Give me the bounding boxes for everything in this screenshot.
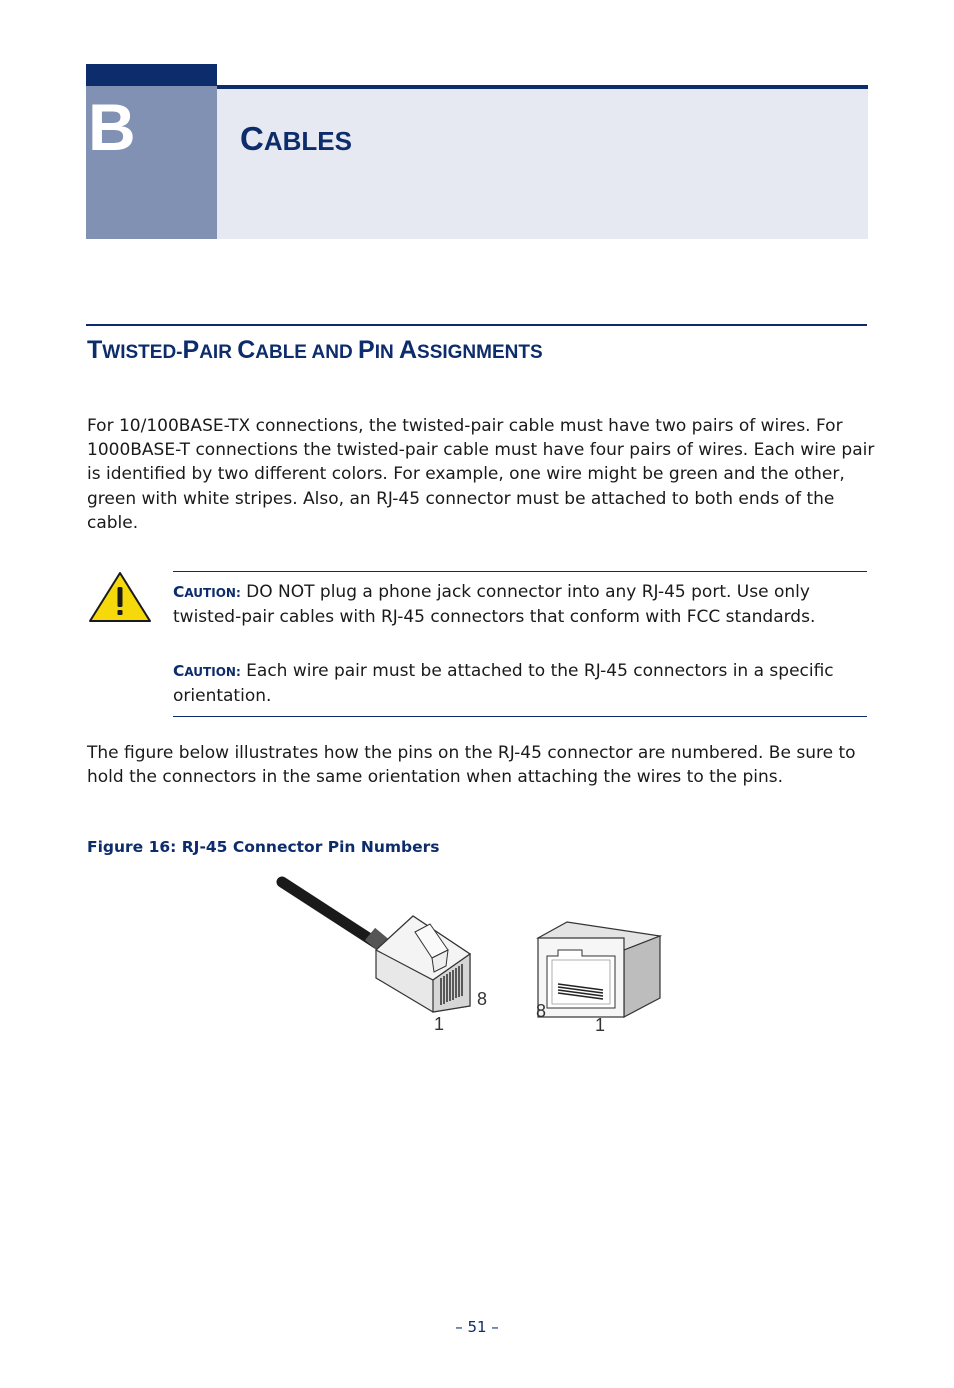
section-title-initial: C	[237, 336, 256, 364]
plug-pin-label-8: 8	[477, 989, 488, 1009]
caution-label	[173, 583, 241, 601]
chapter-title-initial: C	[240, 120, 264, 157]
caution-text: DO NOT plug a phone jack connector into any RJ-45 port. Use only twisted-pair cables with RJ-45 connectors that conform with FCC standards.	[173, 582, 816, 628]
figure-paragraph: The figure below illustrates how the pins on the RJ-45 connector are numbered. Be sure to hold the connectors in the same orientation when attaching the wires to the pins.	[87, 743, 856, 788]
section-title-initial: A	[398, 336, 418, 364]
jack-pin-label-1: 1	[595, 1015, 606, 1035]
jack-pin-label-8: 8	[536, 1001, 547, 1021]
section-title-rest: SSIGNMENTS	[417, 342, 543, 363]
caution-label	[173, 662, 241, 680]
rj45-plug-icon	[376, 916, 470, 1012]
chapter-title	[240, 122, 352, 155]
caution-label-rest: AUTION:	[184, 665, 241, 679]
chapter-title-rest: ABLES	[263, 126, 352, 156]
page-number: – 51 –	[455, 1318, 499, 1336]
warning-triangle-icon	[86, 570, 154, 624]
figure-caption: Figure 16: RJ-45 Connector Pin Numbers	[87, 838, 440, 856]
caution-label-initial: C	[173, 583, 185, 601]
section-title-rest: ABLE AND	[255, 342, 358, 363]
chapter-tab-cap	[86, 64, 217, 86]
caution-note	[173, 659, 873, 708]
caution-label-rest: AUTION:	[184, 586, 241, 600]
caution-top-rule	[173, 571, 867, 572]
chapter-title-panel	[217, 89, 868, 239]
caution-bottom-rule	[173, 716, 867, 717]
rj45-connector-figure	[270, 870, 670, 1040]
caution-note	[173, 580, 873, 629]
plug-pin-label-1: 1	[434, 1014, 445, 1034]
intro-paragraph: For 10/100BASE-TX connections, the twisted-pair cable must have two pairs of wires. For 1000BASE-T connections the twisted-pair cable must have four pairs of wires. Each wire pair is identified by two different colors. For example, one wire might be green and the other, green with white stripes. Also, an RJ-45 connector must be attached to both ends of the cable.	[87, 416, 875, 533]
rj45-jack-icon	[538, 922, 660, 1017]
section-title-rest: IN	[374, 342, 399, 363]
caution-label-initial: C	[173, 662, 185, 680]
section-title	[87, 337, 543, 365]
section-title-rest: WISTED-	[102, 342, 183, 363]
section-title-initial: P	[182, 336, 200, 364]
section-title-initial: P	[358, 336, 375, 364]
section-title-initial: T	[87, 336, 103, 364]
chapter-letter: B	[88, 90, 136, 164]
caution-text: Each wire pair must be attached to the RJ-45 connectors in a specific orientation.	[173, 661, 834, 707]
section-rule	[86, 324, 867, 326]
section-title-rest: AIR	[199, 342, 238, 363]
